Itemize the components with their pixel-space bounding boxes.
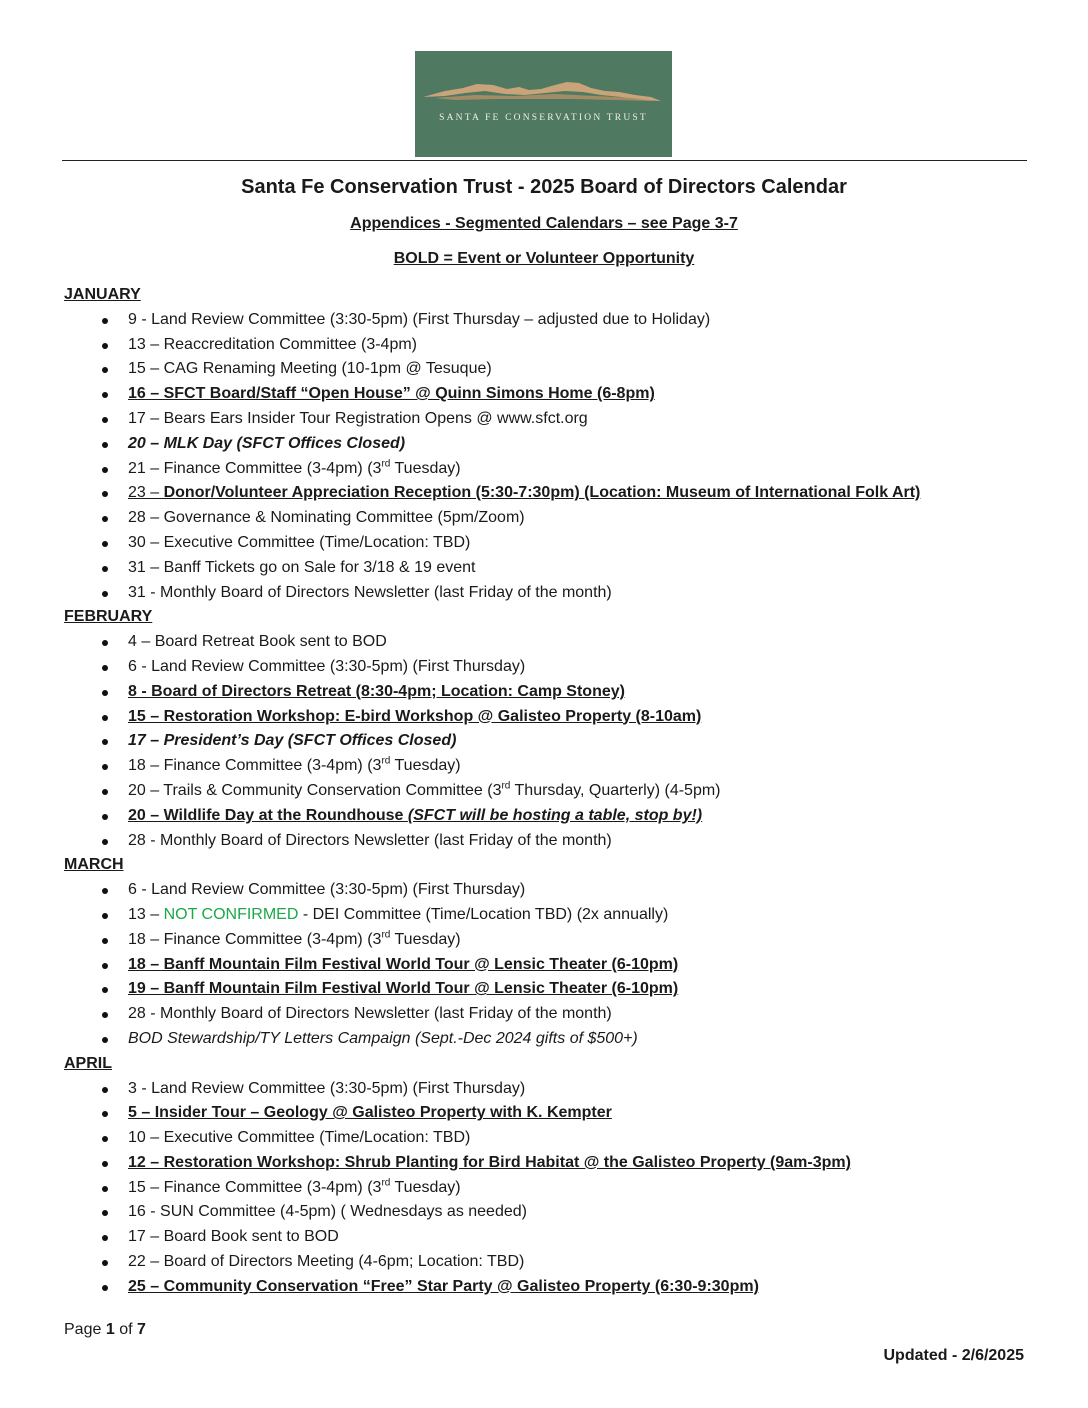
event-text: 19 – Banff Mountain Film Festival World Tour @ Lensic Theater (6-10pm): [128, 980, 679, 998]
event-text: 15 – Restoration Workshop: E-bird Workshop @ Galisteo Property (8-10am): [128, 707, 702, 725]
calendar-body: [64, 283, 1064, 1300]
list-item: [64, 903, 1064, 928]
list-item: [64, 457, 1064, 482]
list-item: 17 – Board Book sent to BOD: [64, 1225, 1064, 1250]
march-list: [64, 878, 1064, 1052]
header-divider: [62, 160, 1027, 161]
event-note: (SFCT will be hosting a table, stop by!): [407, 806, 703, 824]
sfct-logo: [415, 51, 672, 157]
list-item: [64, 705, 1064, 730]
list-item: 4 – Board Retreat Book sent to BOD: [64, 630, 1064, 655]
list-item: 10 – Executive Committee (Time/Location: TBD): [64, 1126, 1064, 1151]
list-item: 6 - Land Review Committee (3:30-5pm) (First Thursday): [64, 655, 1064, 680]
page-number: [64, 1321, 146, 1339]
list-item: 9 - Land Review Committee (3:30-5pm) (First Thursday – adjusted due to Holiday): [64, 308, 1064, 333]
item-text: Tuesday): [390, 1178, 461, 1196]
ordinal-suffix: rd: [381, 929, 391, 941]
list-item: 28 - Monthly Board of Directors Newsletter (last Friday of the month): [64, 1002, 1064, 1027]
event-text: 18 – Banff Mountain Film Festival World Tour @ Lensic Theater (6-10pm): [128, 955, 679, 973]
april-list: [64, 1077, 1064, 1300]
ordinal-suffix: rd: [381, 458, 391, 470]
list-item: [64, 481, 1064, 506]
page-label: Page: [64, 1321, 102, 1338]
list-item: 22 – Board of Directors Meeting (4-6pm; Location: TBD): [64, 1250, 1064, 1275]
item-text: Tuesday): [390, 757, 461, 775]
list-item: 31 - Monthly Board of Directors Newsletter (last Friday of the month): [64, 581, 1064, 606]
item-text: 15 – Finance Committee (3-4pm) (3: [128, 1178, 382, 1196]
event-text: 8 - Board of Directors Retreat (8:30-4pm; Location: Camp Stoney): [128, 682, 625, 700]
list-item: [64, 680, 1064, 705]
month-heading-march: MARCH: [64, 856, 124, 874]
status-label: NOT CONFIRMED: [163, 905, 299, 923]
list-item: [64, 754, 1064, 779]
february-list: [64, 630, 1064, 853]
list-item: 28 – Governance & Nominating Committee (5pm/Zoom): [64, 506, 1064, 531]
list-item: 16 - SUN Committee (4-5pm) ( Wednesdays as needed): [64, 1200, 1064, 1225]
month-heading-april: APRIL: [64, 1054, 112, 1072]
event-text: 12 – Restoration Workshop: Shrub Planting for Bird Habitat @ the Galisteo Property (9am-3pm): [128, 1153, 851, 1171]
list-item: [64, 928, 1064, 953]
list-item: [64, 779, 1064, 804]
event-text: Donor/Volunteer Appreciation Reception (5:30-7:30pm) (Location: Museum of International Folk Art): [163, 484, 921, 502]
item-text: 13 –: [128, 905, 164, 923]
month-heading-february: FEBRUARY: [64, 608, 153, 626]
legend-note: BOLD = Event or Volunteer Opportunity: [393, 250, 695, 267]
mountain-logo-icon: [415, 51, 672, 157]
ordinal-suffix: rd: [381, 755, 391, 767]
item-text: 17 – Bears Ears Insider Tour Registration Opens @ www.sfct.org: [128, 409, 588, 427]
ordinal-suffix: rd: [381, 1177, 391, 1189]
list-item: 30 – Executive Committee (Time/Location: TBD): [64, 531, 1064, 556]
list-item: 28 - Monthly Board of Directors Newsletter (last Friday of the month): [64, 829, 1064, 854]
updated-date: Updated - 2/6/2025: [883, 1347, 1024, 1364]
list-item: [64, 1176, 1064, 1201]
list-item: [64, 407, 1064, 432]
event-text: 25 – Community Conservation “Free” Star Party @ Galisteo Property (6:30-9:30pm): [128, 1277, 759, 1295]
list-item: 15 – CAG Renaming Meeting (10-1pm @ Tesuque): [64, 357, 1064, 382]
list-item: [64, 1027, 1064, 1052]
page-current: 1: [105, 1321, 115, 1338]
ordinal-suffix: rd: [501, 780, 511, 792]
page-total: 7: [136, 1321, 146, 1338]
january-list: [64, 308, 1064, 606]
page-title: Santa Fe Conservation Trust - 2025 Board of Directors Calendar: [241, 176, 847, 198]
list-item: [64, 953, 1064, 978]
list-item: [64, 729, 1064, 754]
item-text: 20 – Trails & Community Conservation Committee (3: [128, 781, 502, 799]
item-text: 18 – Finance Committee (3-4pm) (3: [128, 757, 382, 775]
logo-wordmark: SANTA FE CONSERVATION TRUST: [439, 113, 648, 123]
campaign-text: BOD Stewardship/TY Letters Campaign (Sept.-Dec 2024 gifts of $500+): [128, 1029, 638, 1047]
event-text: 5 – Insider Tour – Geology @ Galisteo Property with K. Kempter: [128, 1104, 612, 1122]
list-item: 6 - Land Review Committee (3:30-5pm) (First Thursday): [64, 878, 1064, 903]
event-text: 20 – Wildlife Day at the Roundhouse: [128, 806, 408, 824]
list-item: [64, 1151, 1064, 1176]
list-item: 3 - Land Review Committee (3:30-5pm) (First Thursday): [64, 1077, 1064, 1102]
list-item: [64, 804, 1064, 829]
list-item: [64, 977, 1064, 1002]
list-item: [64, 1101, 1064, 1126]
list-item: [64, 432, 1064, 457]
item-text: Tuesday): [390, 930, 461, 948]
month-heading-january: JANUARY: [64, 286, 141, 303]
appendices-link[interactable]: Appendices - Segmented Calendars – see Page 3-7: [350, 215, 738, 232]
event-text: 16 – SFCT Board/Staff “Open House” @ Quinn Simons Home (6-8pm): [128, 385, 655, 403]
list-item: 31 – Banff Tickets go on Sale for 3/18 & 19 event: [64, 556, 1064, 581]
page-of: of: [119, 1321, 133, 1338]
list-item: 13 – Reaccreditation Committee (3-4pm): [64, 333, 1064, 358]
list-item: [64, 1275, 1064, 1300]
holiday-text: 17 – President’s Day (SFCT Offices Closed): [128, 732, 457, 750]
holiday-text: 20 – MLK Day (SFCT Offices Closed): [128, 434, 406, 452]
item-text: Thursday, Quarterly) (4-5pm): [510, 781, 721, 799]
item-text: 21 – Finance Committee (3-4pm) (3: [128, 459, 382, 477]
item-text: 18 – Finance Committee (3-4pm) (3: [128, 930, 382, 948]
item-text: Tuesday): [390, 459, 461, 477]
list-item: [64, 382, 1064, 407]
item-text: - DEI Committee (Time/Location TBD) (2x annually): [298, 905, 669, 923]
item-text: 23 –: [128, 484, 164, 502]
